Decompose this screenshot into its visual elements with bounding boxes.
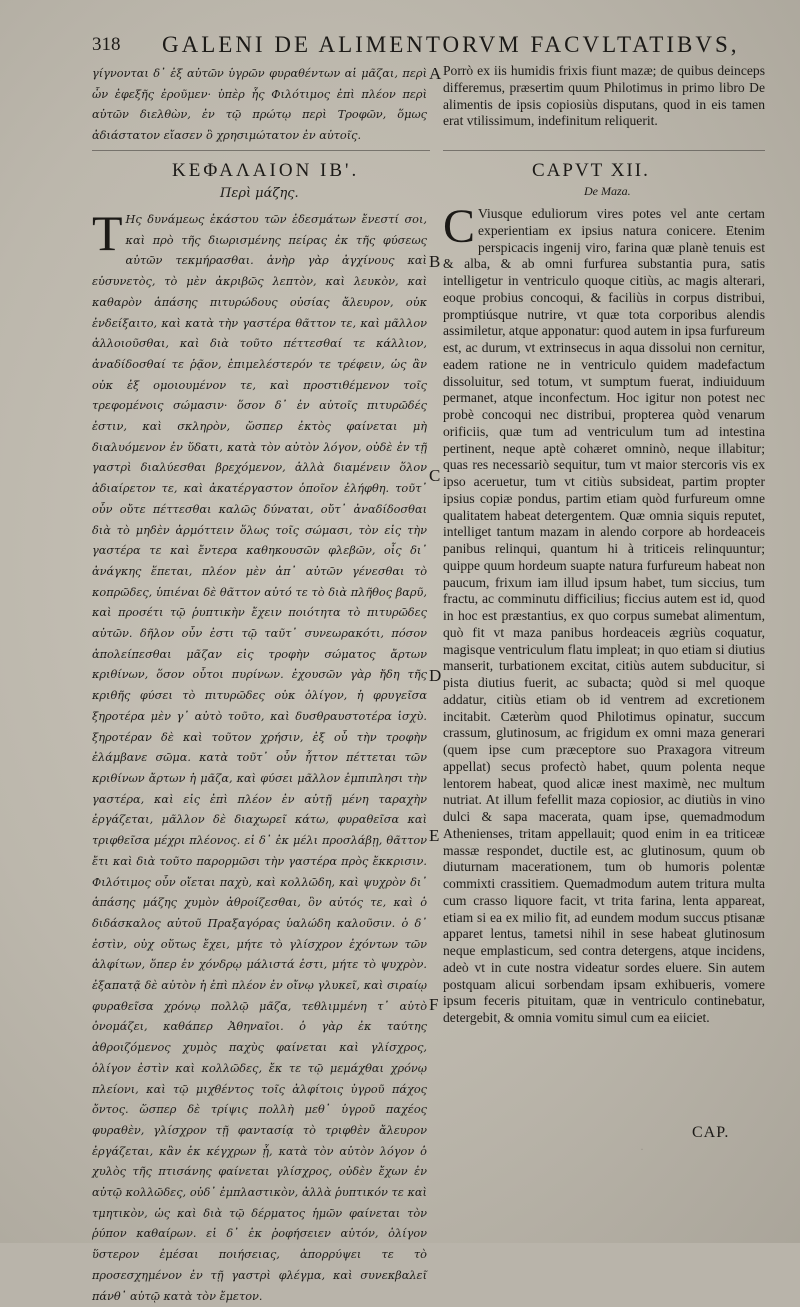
catchword: CAP. (692, 1124, 730, 1141)
greek-section-rule (92, 150, 430, 151)
greek-body-text: Ης δυνάμεως ἑκάστου τῶν ἐδεσμάτων ἔνεστί σοι, καὶ πρὸ τῆς διωρισμένης πείρας ἐκ τῆς φύσεως αὐτῶν τεκμήρασθαι. ἀνὴρ γὰρ ἀγχίνους καὶ εὐσυνετὸς, τὸ μὲν ἀκριβῶς λεπτὸν, καὶ λευκὸν, καὶ καθαρὸν ἁπάσης πιτυρώδους οὐσίας ἄλευρον, οὐκ ἐνδείξαιτο, καὶ κατὰ τὴν γαστέρα θᾶττον τε, καὶ μᾶλλον ἀλλοιοῦσθαι, καὶ διὰ τοῦτο πέττεσθαί τε κάλλιον, ἀναδίδοσθαί τε ῥᾷον, ἐπιμελέστερόν τε τρέφειν, ὡς ἂν οὐκ ἐξ ομοιουμένον τε, καὶ προστιθέμενον τοῖς τρεφομένοις σώμασιν· ὅσον δ᾽ ἐν αὐτοῖς πιτυρῶδές ἐστιν, καὶ σκληρὸν, ὥσπερ ἐκτὸς φαίνεται μὴ διαλυόμενον ἐν ὕδατι, κατὰ τὸν αὐτὸν λόγον, οὐδὲ ἐν τῇ γαστρὶ διαλύεσθαι βρεχόμενον, ἀλλὰ διαμένειν ὅλον ἀδιαίρετον τε, καὶ ἀκατέργαστον ὁποῖον ἐλήφθη. τοῦτ᾽ οὖν οὔτε πέττεσθαι καλῶς δύναται, οὔτ᾽ ἀναδίδοσθαι διὰ τὸ μηδὲν ἁρμόττειν ὅλως τοῖς σώμασι, τὸν εἰς τὴν γαστέρα τε καὶ ἔντερα καθηκουσῶν φλεβῶν, οἷς δι᾽ ἀνάγκης ἕπεται, πλέον μὲν ἀπ᾽ αὐτῶν γένεσθαι τὸ κοπρῶδες, ὑπιέναι δὲ θᾶττον αὐτό τε τὸ διὰ πλῆθος βαρῦ, καὶ προσέτι τῷ ῥυπτικὴν ἔχειν ποιότητα τὸ πιτυρῶδες αὐτῶν. δῆλον οὖν ἐστι τῷ ταῦτ᾽ συνεωρακότι, πόσον ἀπολείπεσθαι μᾶζαν εἰς τροφὴν σώματος ἄρτων κριθίνων, ὅσον οὗτοι πυρίνων. ἐχουσῶν γὰρ ἤδη τῆς κριθῆς φύσει τὸ πιτυρῶδες οὐκ ὀλίγον, ἡ φρυγεῖσα ξηροτέρα μὲν γ᾽ αὐτὸ τοῦτο, καὶ δυσθραυστοτέρα ἰσχὺ. ξηροτέραν δὲ καὶ τοῦτον χρήσιν, ἐξ οὗ τὴν τροφὴν ἐλάμβανε σῶμα. κατὰ τοῦτ᾽ οὖν ἧττον πέττεται τῶν κριθίνων ἄρτων ἡ μᾶζα, καὶ φύσει μᾶλλον ἐμπιπλησι τὴν γαστέρα, καὶ εἰς ἐπὶ πλέον ἐν αὐτῇ μένη ταραχὴν ἐργάζεται, μᾶλλον δὲ διαχωρεῖ κάτω, φυραθεῖσα καὶ τριφθεῖσα μέχρι πλέονος. εἰ δ᾽ ἐκ μέλι προσλάβῃ, θᾶττον ἔτι καὶ διὰ τοῦτο παρορμῶσι τὴν γαστέρα πρὸς ἔκκρισιν. Φιλότιμος οὖν οἴεται παχὺ, καὶ κολλῶδη, καὶ ψυχρὸν δι᾽ ἁπάσης μάζης χυμὸν ἀθροίζεσθαι, ὃν αὐτός τε, καὶ ὁ διδάσκαλος αὐτοῦ Πραξαγόρας ὑαλώδη καλοῦσιν. ὁ δ᾽ ἐστὶν, οὐχ οὕτως ἔχει, μήτε τὸ γλίσχρον ἐχόντων τῶν ἀλφίτων, ὅπερ ἐν χόνδρῳ μάλιστά ἐστι, μήτε τὸ ψυχρὸν. ἐξαπατᾷ δὲ αὐτὸν ἡ ἐπὶ πλέον ἐν οἴνῳ γλυκεῖ, καὶ σιραίῳ φυραθεῖσα χρόνῳ πολλῷ μᾶζα, τεθλιμμένη τ᾽ αὐτὸ ὀνομάζει, καθάπερ Ἀθηναῖοι. ὁ γὰρ ἐκ ταύτης ἀθροιζόμενος χυμὸς παχὺς φαίνεται καὶ γλίσχρος, ὀλίγον ἐστὶν καὶ κολλῶδες, ἔκ τε τῷ μεμάχθαι χρόνῳ πλείονι, καὶ τῷ μιχθέντος τοῖς ἀλφίτοις ὑγροῦ πάχος ὄντος. ὥσπερ δὲ τρίψις πολλὴ μεθ᾽ ὑγροῦ παχέος φυραθὲν, γλίσχρον τῇ φαντασίᾳ τὸ τριφθὲν ἄλευρον ἐργάζεται, κἂν ἐκ κέγχρων ᾖ, κατὰ τὸν αὐτὸν λόγον ὁ χυλὸς τῆς πτισάνης φαίνεται γλίσχρος, οὐδὲν ἔχων ἐν αὐτῷ κολλῶδες, οὐδ᾽ ἐμπλαστικὸν, ἀλλὰ ῥυπτικόν τε καὶ τμητικὸν, ὡς καὶ διὰ τῷ δέρματος ἡμῶν φαίνεται τὸν ῥύπον καθαίρων. εἰ δ᾽ ἐκ ῥοφήσειεν αὐτόν, ὀλίγον ὕστερον ἐμέσαι ποιήσειας, ἀπορρύψει τε τὸ προσεσχημένον ἐν τῇ γαστρὶ φλέγμα, καὶ συνεκβαλεῖ πάνθ᾽ αὐτῷ κατὰ τὸν ἔμετον. (92, 213, 427, 1303)
margin-letter-f: F (429, 995, 439, 1014)
margin-letter-a: A (429, 64, 442, 83)
margin-letter-d: D (429, 666, 442, 685)
latin-body-text: Viusque eduliorum vires potes vel ante certam experientiam ex ipsius natura conicere. Etenim perspicacis ingenij viro, farina quæ planè tenuis est & alba, & ab omni furfurea substantia pura, satis intelligetur in ventriculo quoque citiùs, ac magis alterari, eoque probius concoqui, & faciliùs in corpus distribui, promptiúsque nutrire, vt quæ tota corporibus alendis assimiletur, atque apponatur: quod autem in ipsa furfureum est, ac durum, vt extrinsecus in aqua dissolui non cernitur, eadem ratione ne in ventriculo quidem madefactum dissoluitur, sed totum, vt sumptum fuerat, indiuiduum permanet, atque inconfectum. Hoc igitur non potest nec probè concoqui nec distribui, propterea quòd venarum orificiis, quæ tum ad ventriculum tum ad intestina pertinent, neque aptè cohæret omninò, neque illabitur; quas res necessariò sequitur, tum vt maior stercoris vis ex ipso aceruetur, tum vt citiùs subsideat, partim propter ipsius copiæ pondus, partim etiam quòd furfureum omne qualitatem habeat detergentem. Quæ omnia siquis reputet, intelliget tantum mazam in alendo corpore ab hordeaceis panibus relinqui, quantum hi à triticeis relinquuntur; quippe quum hordeum suapte natura furfureum habeat non paucum, frixum iam illud ipsum habet, tum siccius, tum fractu, ac comminutu difficilius; ficcius autem est id, quod in hoc est præstantius, ex quo corpus sumebat alimentum, quò fit vt maza panibus hordeaceis ægriùs coquatur, magisque ventriculum flatu impleat; in quo etiam si diutius manserit, turbationem excitat, citiùs autem subducitur, si pista diutius fuerit, ac subacta; quòd si mel quoque addatur, citiùs etiam ob id ventrem ad excretionem incitabit. Cæterùm quod Philotimus opinatur, succum crassum, glutinosum, ac frigidum ex omni maza generari (quem ipse cum præceptore suo Praxagora vitreum appellat) secus profectò habet, quum polenta neque lentorem habeat, quod alicæ inest maximè, nec multum nutriat. At illum fefellit maza copiosior, ac diutiùs in vino dulci & sapa macerata, quam ipse, quemadmodum Athenienses, tritam appellauit; quod enim in ea triticeæ massæ respondet, ductile est, ac glutinosum, quum ob diuturnam macerationem, tum ob humoris polentæ commixti crassitiem. Quemadmodum autem tritura multa cum crasso liquore facit, vt trita farina, lenta appareat, etiam si ea ex milio fit, ad eundem modum succus ptisanæ apparet lentus, tametsi nihil in sese habeat glutinosum neque emplasticum, sed contra detergens, atque incidens, adeò vt in cute nostra videatur sordes eluere. Sin autem postquam alicui sorbendam ipsam exhibueris, vomere ipsum feceris pituitam, quæ in ventriculo continebatur, detergebit, & omnia vomitu simul cum ea eiiciet. (443, 206, 765, 1025)
margin-letter-c: C (429, 466, 441, 485)
latin-top-paragraph: Porrò ex iis humidis frixis fiunt mazæ; de quibus deinceps differemus, præsertim quum Philotimus in primo libro De alimentis de ipsis copiosiùs disputans, quod in eis tamen erat vtilissimum, indefinitum reliquerit. (443, 63, 765, 129)
latin-body-column (443, 200, 765, 1116)
greek-top-paragraph-block (92, 64, 427, 147)
page-header (92, 34, 760, 64)
greek-body-column (92, 205, 427, 1303)
greek-chapter-heading: ΚΕΦΑΛΑΙΟΝ ΙΒ'. (172, 160, 360, 181)
greek-chapter-subtitle: Περὶ μάζης. (220, 186, 299, 201)
greek-top-paragraph: γίγνονται δ᾽ ἐξ αὐτῶν ὑγρῶν φυραθέντων αἱ μᾶζαι, περὶ ὧν ἐφεξῆς ἐροῦμεν· ὑπὲρ ἧς Φιλότιμος ἐπὶ πλέον περὶ αὐτῶν διελθὼν, ἐν τῷ πρώτῳ περὶ Τροφῶν, ὅμως ἀδιάστατον εἴασεν ὃ χρησιμώτατον ἐν αὐτοῖς. (92, 67, 427, 143)
running-title: GALENI DE ALIMENTORVM FACVLTATIBVS, (162, 32, 740, 57)
latin-chapter-heading: CAPVT XII. (532, 160, 650, 181)
margin-letter-b: B (429, 252, 441, 271)
latin-top-paragraph-block (443, 63, 765, 130)
latin-chapter-subtitle: De Maza. (584, 184, 631, 198)
latin-drop-cap: C (443, 200, 476, 253)
latin-section-rule (443, 150, 765, 151)
page-number: 318 (92, 34, 121, 55)
show-through-mark: · (640, 1142, 645, 1156)
margin-letter-e: E (429, 826, 440, 845)
greek-drop-cap: Τ (92, 205, 123, 261)
